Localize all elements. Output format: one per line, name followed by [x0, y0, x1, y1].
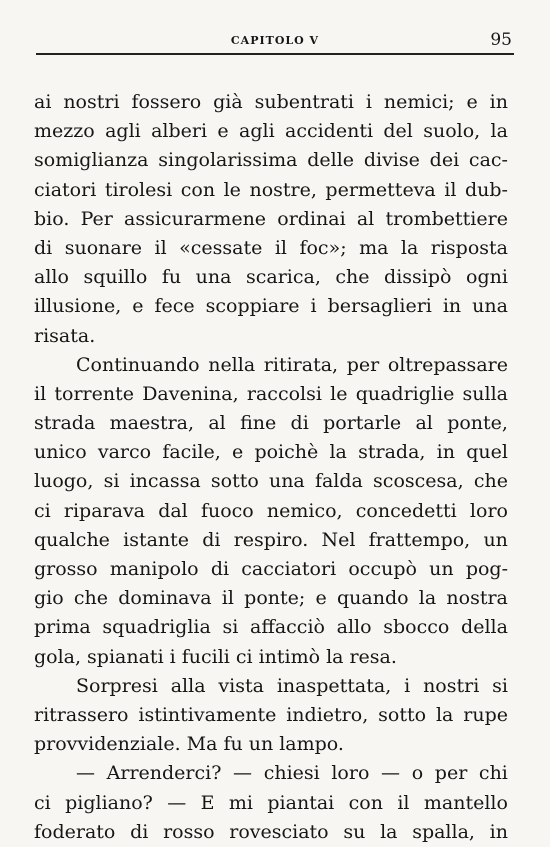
text-line: illusione, e fece scoppiare i bersaglieri in una [34, 295, 508, 318]
text-line: qualche istante di respiro. Nel frattempo, un [34, 528, 508, 551]
text-line: bio. Per assicurarmene ordinai al trombettiere [34, 207, 508, 230]
text-line: somiglianza singolarissima delle divise dei cac- [34, 149, 508, 172]
text-line: unico varco facile, e poichè la strada, in quel [34, 441, 508, 464]
text-line: gio che dominava il ponte; e quando la nostra [34, 587, 508, 610]
header-rule [36, 53, 514, 55]
running-title: CAPITOLO V [230, 34, 320, 47]
text-line: allo squillo fu una scarica, che dissipò ogni [34, 266, 508, 289]
text-line: strada maestra, al fine di portarle al ponte, [34, 412, 508, 435]
text-line: mezzo agli alberi e agli accidenti del suolo, la [34, 120, 508, 143]
running-header [36, 30, 514, 52]
text-line: provvidenziale. Ma fu un lampo. [34, 733, 344, 756]
text-line: ciatori tirolesi con le nostre, permetteva il dub- [34, 178, 508, 201]
text-line: foderato di rosso rovesciato su la spalla, in [34, 820, 508, 843]
text-line: Continuando nella ritirata, per oltrepassare [76, 353, 508, 376]
text-line: luogo, si incassa sotto una falda scoscesa, che [34, 470, 508, 493]
text-line: ritrassero istintivamente indietro, sotto la rupe [34, 703, 508, 726]
page-number: 95 [490, 30, 512, 50]
text-line: ai nostri fossero già subentrati i nemici; e in [34, 91, 508, 113]
text-line: prima squadriglia si affacciò allo sbocco della [34, 616, 508, 639]
text-line: ci riparava dal fuoco nemico, concedetti loro [34, 499, 508, 522]
text-line: gola, spianati i fucili ci intimò la resa. [34, 645, 397, 668]
body-text [34, 88, 508, 847]
text-line: ci pigliano? — E mi piantai con il mantello [34, 791, 508, 814]
text-line: risata. [34, 324, 96, 347]
text-line: di suonare il «cessate il foc»; ma la risposta [34, 236, 508, 259]
text-line: il torrente Davenina, raccolsi le quadriglie sulla [34, 382, 508, 405]
text-line: Sorpresi alla vista inaspettata, i nostri si [76, 674, 508, 697]
text-line: — Arrenderci? — chiesi loro — o per chi [76, 762, 508, 785]
text-line: grosso manipolo di cacciatori occupò un pog- [34, 558, 508, 580]
